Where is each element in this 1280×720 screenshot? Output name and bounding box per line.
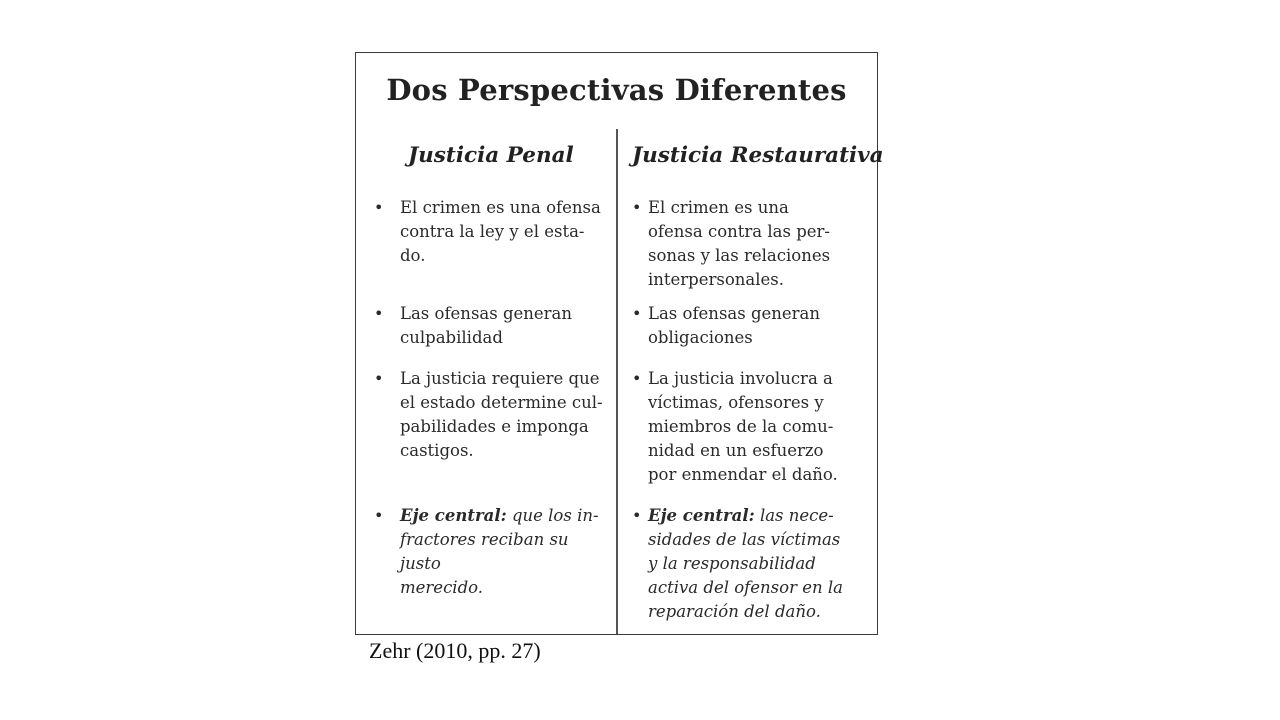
bullet-text: Las ofensas generan obligaciones xyxy=(648,304,821,347)
bullet-dot: • xyxy=(374,304,384,323)
left-column-heading: Justicia Penal xyxy=(408,143,574,168)
bullet-text: Las ofensas generan culpabilidad xyxy=(400,304,573,347)
right-column-heading: Justicia Restaurativa xyxy=(632,143,884,168)
bullet-dot: • xyxy=(632,198,642,217)
central-axis-text: que los in- fractores reciban su justo merecido. xyxy=(400,506,599,597)
bullet-dot: • xyxy=(374,369,384,388)
right-bullet-central xyxy=(624,504,874,624)
bullet-text: El crimen es una ofensa contra las per- sonas y las relaciones interpersonales. xyxy=(648,198,831,289)
left-bullet-3 xyxy=(362,367,610,463)
central-axis-label: Eje central: xyxy=(648,506,755,525)
citation: Zehr (2010, pp. 27) xyxy=(369,638,541,663)
central-axis-label: Eje central: xyxy=(400,506,507,525)
bullet-dot: • xyxy=(374,198,384,217)
bullet-dot: • xyxy=(632,369,642,388)
bullet-dot: • xyxy=(374,506,384,525)
right-bullet-2 xyxy=(624,302,874,350)
bullet-text xyxy=(400,504,610,600)
bullet-text xyxy=(648,504,874,624)
bullet-text: La justicia requiere que el estado determine cul- pabilidades e imponga castigos. xyxy=(400,369,603,460)
central-axis-text: las nece- sidades de las víctimas y la responsabilidad activa del ofensor en la reparación del daño. xyxy=(648,506,843,621)
right-bullet-1 xyxy=(624,196,874,292)
figure-title: Dos Perspectivas Diferentes xyxy=(386,73,847,107)
bullet-text: El crimen es una ofensa contra la ley y el esta- do. xyxy=(400,198,601,265)
bullet-dot: • xyxy=(632,506,642,525)
column-divider xyxy=(616,129,618,634)
left-bullet-central xyxy=(362,504,610,600)
comparison-figure xyxy=(355,52,884,635)
left-column xyxy=(362,143,610,597)
bullet-text: La justicia involucra a víctimas, ofensores y miembros de la comu- nidad en un esfuerzo por enmendar el daño. xyxy=(648,369,838,484)
right-column xyxy=(624,143,884,621)
left-bullet-2 xyxy=(362,302,610,350)
right-bullet-3 xyxy=(624,367,874,487)
bullet-dot: • xyxy=(632,304,642,323)
left-bullet-1 xyxy=(362,196,610,268)
